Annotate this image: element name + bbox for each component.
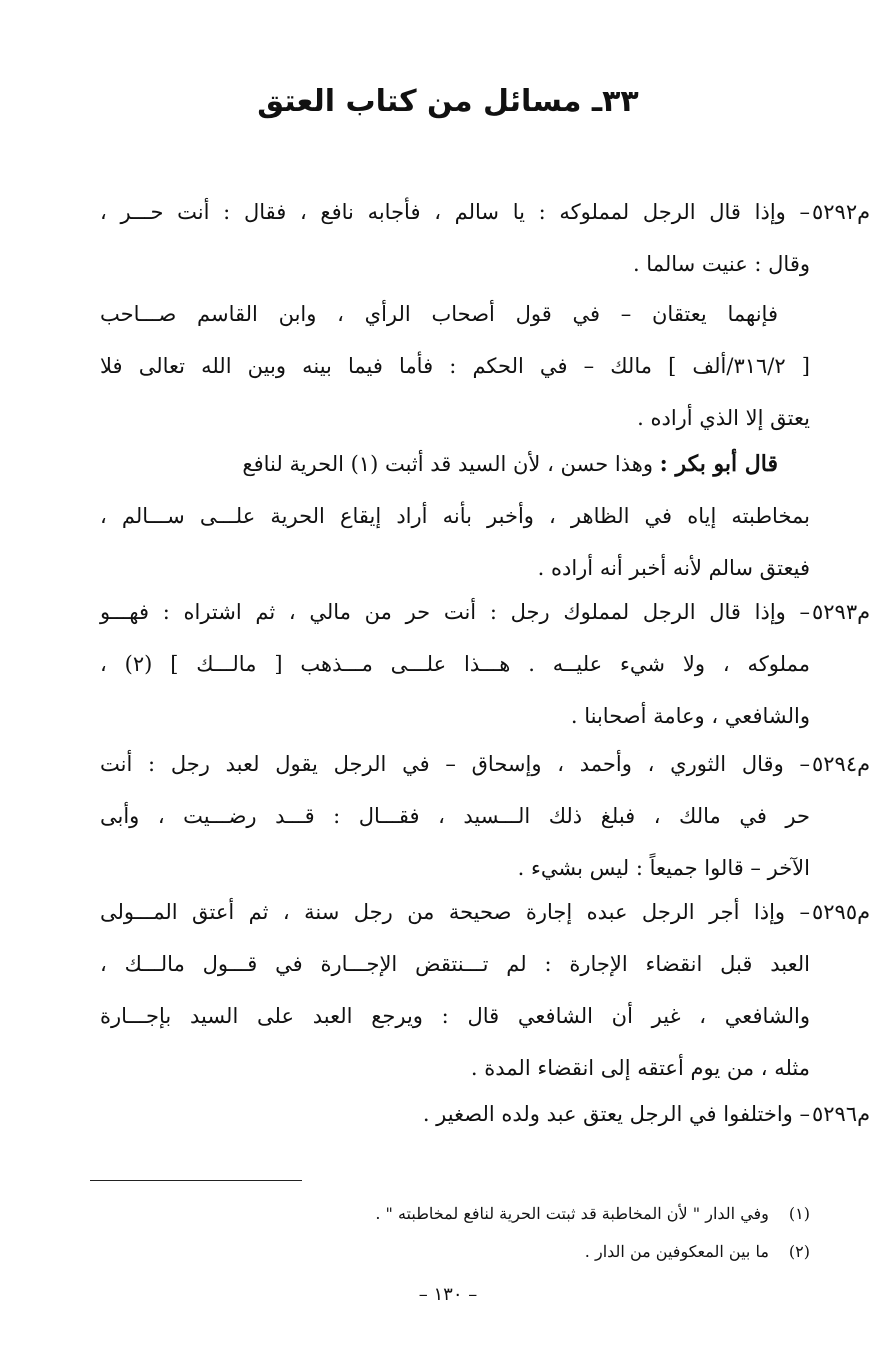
footnote-text: وفي الدار " لأن المخاطبة قد ثبتت الحرية لنافع لمخاطبته " . [375,1204,769,1223]
entry-line: العبد قبل انقضاء الإجارة : لم تـــنتقض الإجـــارة في قـــول مالـــك ، [100,952,810,976]
paragraph-line: [ ٣١٦/٢/ألف ] مالك – في الحكم : فأما فيما بينه وبين الله تعالى فلا [100,354,810,378]
footnote-marker: (١) [788,1204,810,1223]
entry-5294 [100,738,871,894]
paragraph-text: وهذا حسن ، لأن السيد قد أثبت (١) الحرية لنافع [242,452,653,476]
entry-line: والشافعي ، غير أن الشافعي قال : ويرجع العبد على السيد بإجـــارة [100,1004,810,1028]
entry-line: والشافعي ، وعامة أصحابنا . [570,704,810,728]
entry-number: م٥٢٩٢ [812,200,871,224]
entry-line: – وقال الثوري ، وأحمد ، وإسحاق – في الرجل يقول لعبد رجل : أنت [100,752,810,776]
paragraph-opinion [100,288,810,444]
entry-line: مملوكه ، ولا شيء عليــه . هـــذا علـــى مـــذهب [ مالـــك ] (٢) ، [100,652,810,676]
paragraph-line: فيعتق سالم لأنه أخبر أنه أراده . [537,556,810,580]
chapter-title: ٣٣ـ مسائل من كتاب العتق [257,84,639,119]
speaker-label: قال أبو بكر : [659,451,778,477]
entry-line: – وإذا قال الرجل لمملوك رجل : أنت حر من مالي ، ثم اشتراه : فهـــو [100,600,810,624]
entry-5296 [100,1088,871,1140]
paragraph-line: بمخاطبته إياه في الظاهر ، وأخبر بأنه أراد إيقاع الحرية علـــى ســـالم ، [100,504,810,528]
paragraph-line: فإنهما يعتقان – في قول أصحاب الرأي ، وابن القاسم صـــاحب [100,302,778,326]
footnote-marker: (٢) [788,1242,810,1261]
entry-line: – وإذا أجر الرجل عبده إجارة صحيحة من رجل سنة ، ثم أعتق المـــولى [100,900,810,924]
entry-line: مثله ، من يوم أعتقه إلى انقضاء المدة . [470,1056,810,1080]
entry-line: – وإذا قال الرجل لمملوكه : يا سالم ، فأجابه نافع ، فقال : أنت حـــر ، [100,200,810,224]
entry-5293 [100,586,871,742]
page-number: – ١٣٠ – [418,1284,478,1305]
entry-number: م٥٢٩٣ [812,600,871,624]
entry-line: الآخر – قالوا جميعاً : ليس بشيء . [517,856,810,880]
entry-line: حر في مالك ، فبلغ ذلك الـــسيد ، فقـــال : قـــد رضـــيت ، وأبى [100,804,810,828]
entry-line: – واختلفوا في الرجل يعتق عبد ولده الصغير . [422,1102,810,1126]
entry-5292 [100,186,871,290]
footnote-2 [585,1242,810,1261]
footnote-text: ما بين المعكوفين من الدار . [584,1242,769,1261]
entry-number: م٥٢٩٥ [812,900,871,924]
paragraph-abu-bakr [100,438,810,594]
footnote-1 [375,1204,810,1223]
entry-number: م٥٢٩٦ [812,1102,871,1126]
entry-5295 [100,886,871,1094]
entry-line: وقال : عنيت سالما . [632,252,810,276]
entry-number: م٥٢٩٤ [812,752,871,776]
paragraph-line: يعتق إلا الذي أراده . [637,406,810,430]
footnote-separator [90,1180,302,1181]
